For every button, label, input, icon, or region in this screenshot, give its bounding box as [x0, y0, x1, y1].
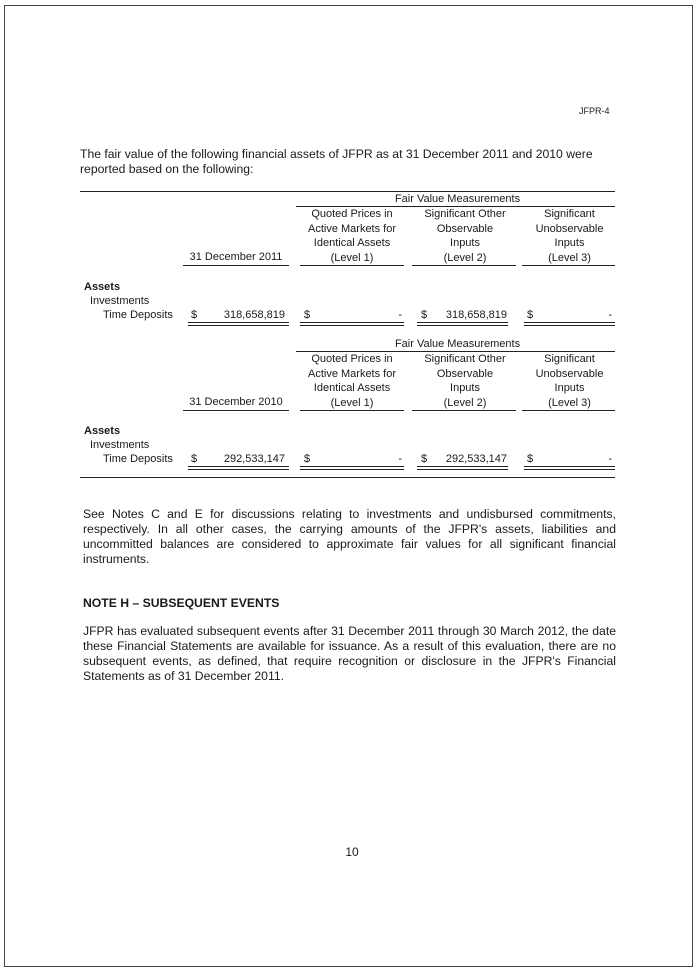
- column-header-level2: Significant Other Observable Inputs (Level 2): [424, 353, 506, 409]
- total-double-underline: [188, 466, 289, 470]
- column-header-level1: Quoted Prices in Active Markets for Identical Assets (Level 1): [307, 208, 397, 264]
- header-underline: [300, 265, 404, 266]
- currency-symbol: $: [191, 309, 198, 321]
- header-underline: [522, 265, 615, 266]
- group-header: Fair Value Measurements: [394, 338, 521, 350]
- header-underline: [412, 265, 516, 266]
- total-double-underline: [524, 322, 615, 326]
- total-value: 292,533,147: [223, 453, 285, 465]
- column-header-level3: Significant Unobservable Inputs (Level 3): [535, 353, 604, 409]
- table-bottom-rule: [80, 477, 615, 478]
- investments-label: Investments: [90, 295, 150, 307]
- column-header-level2: Significant Other Observable Inputs (Level 2): [424, 208, 506, 264]
- total-double-underline: [300, 466, 404, 470]
- level3-value: -: [608, 309, 612, 321]
- column-header-date: 31 December 2010: [189, 396, 283, 408]
- column-header-level3: Significant Unobservable Inputs (Level 3): [535, 208, 604, 264]
- header-underline: [183, 410, 289, 411]
- page-number: 10: [345, 845, 359, 859]
- level1-value: -: [398, 453, 402, 465]
- currency-symbol: $: [191, 453, 198, 465]
- group-header: Fair Value Measurements: [394, 193, 521, 205]
- level3-value: -: [608, 453, 612, 465]
- level2-value: 318,658,819: [445, 309, 507, 321]
- assets-label: Assets: [84, 281, 121, 293]
- column-header-date: 31 December 2011: [189, 251, 283, 263]
- currency-symbol: $: [527, 453, 534, 465]
- currency-symbol: $: [421, 309, 428, 321]
- document-reference: JFPR-4: [579, 106, 610, 116]
- total-double-underline: [417, 322, 508, 326]
- currency-symbol: $: [527, 309, 534, 321]
- time-deposits-label: Time Deposits: [103, 453, 173, 465]
- currency-symbol: $: [304, 453, 311, 465]
- note-h-body: JFPR has evaluated subsequent events after 31 December 2011 through 30 March 2012, the date these Financial Statements are available for issuance. As a result of this evaluation, there are no subsequent events, as defined, that require recognition or disclosure in the JFPR's Financial Statements as of 31 December 2011.: [83, 624, 616, 683]
- total-double-underline: [188, 322, 289, 326]
- notes-reference-paragraph: See Notes C and E for discussions relating to investments and undisbursed commitments, respectively. In all other cases, the carrying amounts of the JFPR's assets, liabilities and uncommitted balances are considered to approximate fair values for all significant financial instruments.: [83, 507, 616, 566]
- total-double-underline: [300, 322, 404, 326]
- level1-value: -: [398, 309, 402, 321]
- currency-symbol: $: [421, 453, 428, 465]
- intro-paragraph: The fair value of the following financial assets of JFPR as at 31 December 2011 and 2010 were reported based on the following:: [80, 147, 593, 176]
- total-double-underline: [417, 466, 508, 470]
- column-header-level1: Quoted Prices in Active Markets for Identical Assets (Level 1): [307, 353, 397, 409]
- time-deposits-label: Time Deposits: [103, 309, 173, 321]
- total-double-underline: [524, 466, 615, 470]
- header-underline: [412, 410, 516, 411]
- header-underline: [183, 265, 289, 266]
- header-underline: [300, 410, 404, 411]
- currency-symbol: $: [304, 309, 311, 321]
- assets-label: Assets: [84, 425, 121, 437]
- investments-label: Investments: [90, 439, 150, 451]
- level2-value: 292,533,147: [445, 453, 507, 465]
- note-h-title: NOTE H – SUBSEQUENT EVENTS: [83, 596, 280, 610]
- total-value: 318,658,819: [223, 309, 285, 321]
- header-underline: [522, 410, 615, 411]
